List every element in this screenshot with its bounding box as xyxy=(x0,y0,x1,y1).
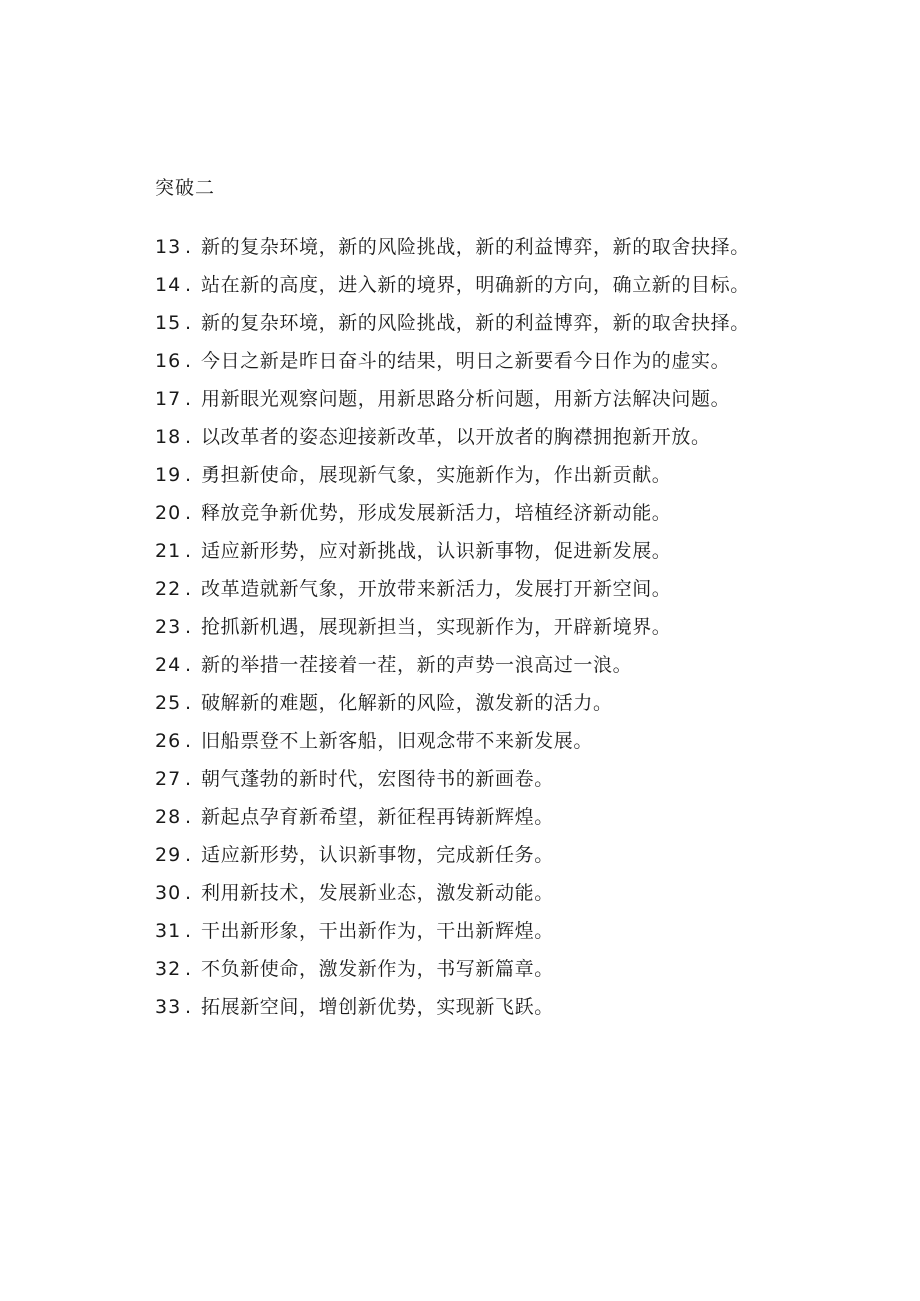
item-text: 破解新的难题，化解新的风险，激发新的活力。 xyxy=(201,692,613,714)
list-item xyxy=(155,646,755,684)
list-item xyxy=(155,532,755,570)
item-number: 19 xyxy=(155,464,182,486)
item-separator: . xyxy=(185,426,192,448)
item-number: 33 xyxy=(155,996,182,1018)
item-text: 释放竞争新优势，形成发展新活力，培植经济新动能。 xyxy=(201,502,672,524)
item-separator: . xyxy=(185,768,192,790)
item-number: 16 xyxy=(155,350,182,372)
item-text: 用新眼光观察问题，用新思路分析问题，用新方法解决问题。 xyxy=(201,388,731,410)
numbered-list xyxy=(155,228,755,1026)
list-item xyxy=(155,380,755,418)
item-number: 15 xyxy=(155,312,182,334)
item-number: 26 xyxy=(155,730,182,752)
item-number: 25 xyxy=(155,692,182,714)
list-item xyxy=(155,722,755,760)
item-separator: . xyxy=(185,274,192,296)
item-text: 利用新技术，发展新业态，激发新动能。 xyxy=(201,882,554,904)
list-item xyxy=(155,798,755,836)
item-separator: . xyxy=(185,502,192,524)
item-separator: . xyxy=(185,616,192,638)
item-separator: . xyxy=(185,312,192,334)
item-separator: . xyxy=(185,730,192,752)
item-number: 32 xyxy=(155,958,182,980)
item-separator: . xyxy=(185,692,192,714)
item-separator: . xyxy=(185,882,192,904)
item-number: 24 xyxy=(155,654,182,676)
item-separator: . xyxy=(185,388,192,410)
item-text: 朝气蓬勃的新时代，宏图待书的新画卷。 xyxy=(201,768,554,790)
item-number: 28 xyxy=(155,806,182,828)
item-separator: . xyxy=(185,578,192,600)
list-item xyxy=(155,570,755,608)
item-number: 14 xyxy=(155,274,182,296)
item-text: 抢抓新机遇，展现新担当，实现新作为，开辟新境界。 xyxy=(201,616,672,638)
item-number: 13 xyxy=(155,236,182,258)
item-text: 新的复杂环境，新的风险挑战，新的利益博弈，新的取舍抉择。 xyxy=(201,236,750,258)
item-text: 以改革者的姿态迎接新改革，以开放者的胸襟拥抱新开放。 xyxy=(201,426,711,448)
section-heading: 突破二 xyxy=(155,177,216,199)
list-item xyxy=(155,874,755,912)
item-text: 适应新形势，认识新事物，完成新任务。 xyxy=(201,844,554,866)
item-number: 20 xyxy=(155,502,182,524)
list-item xyxy=(155,304,755,342)
item-separator: . xyxy=(185,958,192,980)
item-text: 旧船票登不上新客船，旧观念带不来新发展。 xyxy=(201,730,594,752)
item-text: 不负新使命，激发新作为，书写新篇章。 xyxy=(201,958,554,980)
list-item xyxy=(155,456,755,494)
item-number: 21 xyxy=(155,540,182,562)
item-separator: . xyxy=(185,236,192,258)
item-number: 27 xyxy=(155,768,182,790)
item-text: 适应新形势，应对新挑战，认识新事物，促进新发展。 xyxy=(201,540,672,562)
list-item xyxy=(155,684,755,722)
item-separator: . xyxy=(185,996,192,1018)
item-text: 今日之新是昨日奋斗的结果，明日之新要看今日作为的虚实。 xyxy=(201,350,731,372)
item-number: 23 xyxy=(155,616,182,638)
item-number: 18 xyxy=(155,426,182,448)
list-item xyxy=(155,836,755,874)
item-number: 31 xyxy=(155,920,182,942)
item-separator: . xyxy=(185,540,192,562)
list-item xyxy=(155,760,755,798)
item-text: 新的复杂环境，新的风险挑战，新的利益博弈，新的取舍抉择。 xyxy=(201,312,750,334)
item-text: 新起点孕育新希望，新征程再铸新辉煌。 xyxy=(201,806,554,828)
list-item xyxy=(155,228,755,266)
item-separator: . xyxy=(185,844,192,866)
list-item xyxy=(155,988,755,1026)
item-text: 改革造就新气象，开放带来新活力，发展打开新空间。 xyxy=(201,578,672,600)
item-separator: . xyxy=(185,350,192,372)
item-number: 29 xyxy=(155,844,182,866)
item-text: 站在新的高度，进入新的境界，明确新的方向，确立新的目标。 xyxy=(201,274,750,296)
item-separator: . xyxy=(185,920,192,942)
list-item xyxy=(155,950,755,988)
item-separator: . xyxy=(185,654,192,676)
item-number: 17 xyxy=(155,388,182,410)
item-number: 30 xyxy=(155,882,182,904)
item-separator: . xyxy=(185,464,192,486)
item-separator: . xyxy=(185,806,192,828)
item-text: 干出新形象，干出新作为，干出新辉煌。 xyxy=(201,920,554,942)
item-text: 新的举措一茬接着一茬，新的声势一浪高过一浪。 xyxy=(201,654,633,676)
item-text: 拓展新空间，增创新优势，实现新飞跃。 xyxy=(201,996,554,1018)
list-item xyxy=(155,608,755,646)
list-item xyxy=(155,494,755,532)
list-item xyxy=(155,418,755,456)
list-item xyxy=(155,342,755,380)
list-item xyxy=(155,912,755,950)
item-number: 22 xyxy=(155,578,182,600)
item-text: 勇担新使命，展现新气象，实施新作为，作出新贡献。 xyxy=(201,464,672,486)
list-item xyxy=(155,266,755,304)
